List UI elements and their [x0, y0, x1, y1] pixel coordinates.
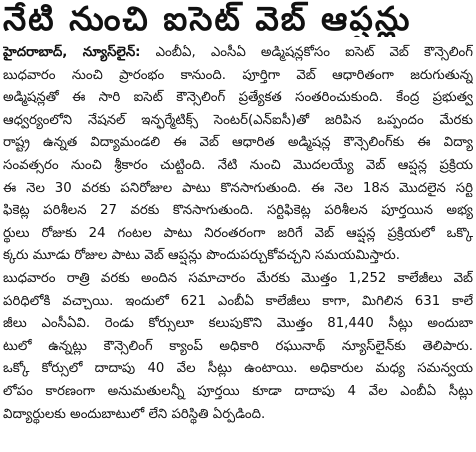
article-line: రాష్ట్ర ఉన్నత విద్యామండలి ఈ వెబ్ ఆధారిత అడ్మిషన్ల కౌన్సెలింగ్‌కు ఈ విద్యా — [3, 135, 473, 151]
article-line: పరిధిలోకి వచ్చాయి. ఇందులో 621 ఎంబీఏ కాలేజీలు కాగా, మిగిలిన 631 కాలే — [3, 293, 473, 309]
article-line: ఫికెట్ల పరిశీలన 27 వరకు కొనసాగుతుంది. సర్టిఫికెట్ల పరిశీలన పూర్తయిన అభ్య — [3, 203, 473, 219]
article-first-line-text: ఎంబీఏ, ఎంసీఏ అడ్మిషన్లకోసం ఐసెట్ వెబ్ కౌన్సెలింగ్ — [140, 45, 473, 60]
article-dateline: హైదరాబాద్, న్యూస్‌లైన్: — [3, 45, 141, 60]
article-line: సంవత్సరం నుంచి శ్రీకారం చుట్టింది. నేటి నుంచి మొదలయ్యే వెబ్ ఆప్షన్ల ప్రక్రియ — [3, 157, 473, 173]
article-line: టులో ఉన్నట్లు కౌన్సెలింగ్ క్యాంప్ అధికారి రఘునాథ్ న్యూస్‌లైన్‌కు తెలిపారు. — [3, 338, 473, 354]
article-line: ఒక్కో కోర్సులో దాదాపు 40 వేల సీట్లు ఉంటాయి. అధికారుల మధ్య సమన్వయ — [3, 361, 473, 377]
article-line: ర్థులు రోజుకు 24 గంటల పాటు నిరంతరంగా జరిగే వెబ్ ఆప్షన్ల ప్రక్రియలో ఒక్కొ — [3, 225, 473, 241]
article-line: బుధవారం నుంచి ప్రారంభం కానుంది. పూర్తిగా వెబ్ ఆధారితంగా జరుగుతున్న — [3, 67, 473, 83]
article-body — [3, 42, 473, 426]
article-line: అడ్మిషన్లతో ఈ సారి ఐసెట్ కౌన్సెలింగ్ ప్రత్యేకత సంతరించుకుంది. కేంద్ర ప్రభుత్వ — [3, 90, 473, 106]
article-line: ఆధ్వర్యంలోని నేషనల్ ఇన్ఫర్మేటిక్స్ సెంటర్(ఎన్ఐసీ)తో జరిపిన ఒప్పందం మేరకు — [3, 112, 473, 128]
article-line: విద్యార్థులకు అందుబాటులో లేని పరిస్థితి ఏర్పడింది. — [3, 406, 266, 422]
article-line: జీలు ఎంసీఏవి. రెండు కోర్సులూ కలుపుకొని మొత్తం 81,440 సీట్లు అందుబా — [3, 316, 473, 332]
article-line: ఈ నెల 30 వరకు పనిరోజుల పాటు కొనసాగుతుంది. ఈ నెల 18న మొదలైన సర్టి — [3, 180, 473, 196]
article-line — [3, 42, 473, 65]
article-line: బుధవారం రాత్రి వరకు అందిన సమాచారం మేరకు మొత్తం 1,252 కాలేజీలు వెబ్ — [3, 270, 473, 286]
article-line: క్కరు మూడు రోజుల పాటు వెబ్ ఆప్షన్లు పొందుపర్చుకోవచ్చని సమయమిస్తారు. — [3, 248, 400, 264]
article-headline: నేటి నుంచి ఐసెట్ వెబ్ ఆప్షన్లు — [3, 0, 412, 37]
article-line: లోపం కారణంగా అనుమతులన్నీ పూర్తయి కూడా దాదాపు 4 వేల ఎంబీఏ సీట్లు — [3, 383, 473, 399]
